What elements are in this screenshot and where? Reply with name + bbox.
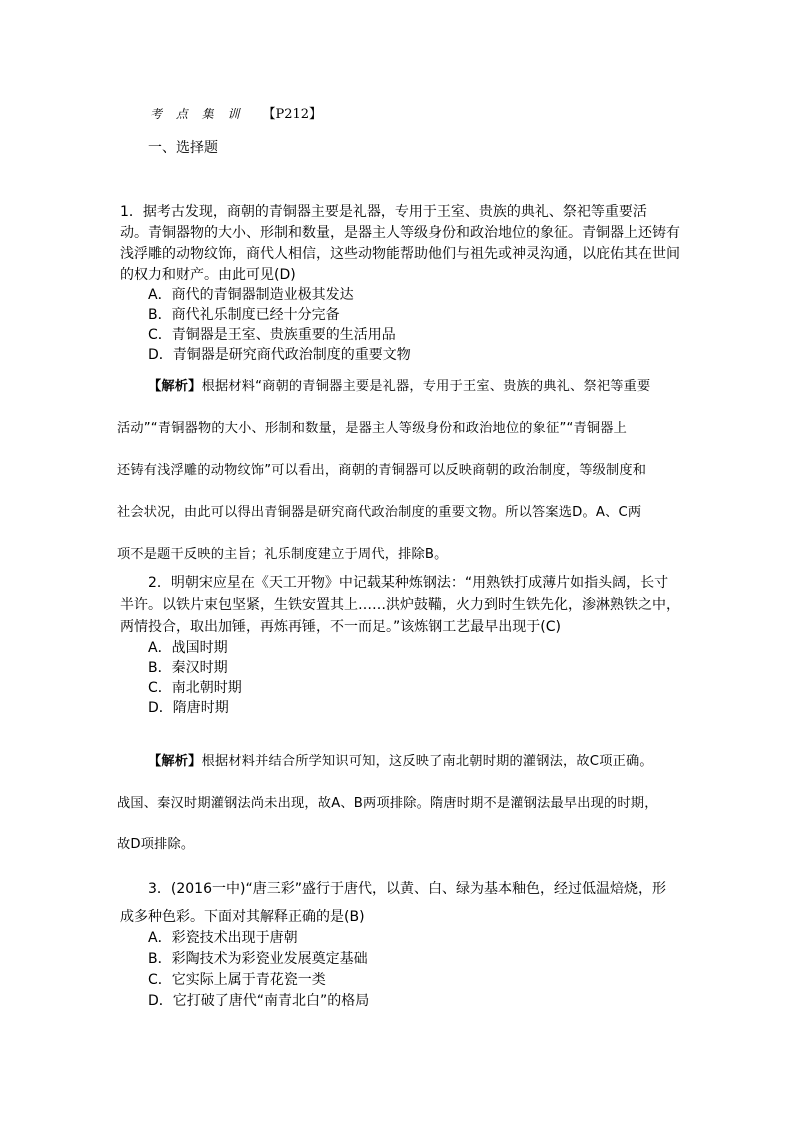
question-1-option-d: D．青铜器是研究商代政治制度的重要文物 xyxy=(148,347,411,363)
question-1-explanation-line-4: 社会状况，由此可以得出青铜器是研究商代政治制度的重要文物。所以答案选D。A、C两 xyxy=(117,505,642,520)
question-2-line-2: 半许。以铁片束包坚紧，生铁安置其上……洪炉鼓鞴，火力到时生铁先化，渗淋熟铁之中， xyxy=(120,597,680,613)
section-title: 一、选择题 xyxy=(148,140,218,156)
question-2-option-d: D．隋唐时期 xyxy=(148,700,229,716)
question-3-option-c: C．它实际上属于青花瓷一类 xyxy=(148,972,326,988)
page-reference: 【P212】 xyxy=(262,107,323,122)
question-2-line-1: 2．明朝宋应星在《天工开物》中记载某种炼钢法：“用熟铁打成薄片如指头阔，长寸 xyxy=(148,575,669,591)
question-1-option-c: C．青铜器是王室、贵族重要的生活用品 xyxy=(148,327,396,343)
question-3-option-d: D．它打破了唐代“南青北白”的格局 xyxy=(148,993,370,1009)
question-2-line-3: 两情投合，取出加锤，再炼再锤，不一而足。”该炼钢工艺最早出现于(C) xyxy=(120,619,561,635)
question-1-line-4: 的权力和财产。由此可见(D) xyxy=(120,267,296,283)
question-1-line-1: 1．据考古发现，商朝的青铜器主要是礼器，专用于王室、贵族的典礼、祭祀等重要活 xyxy=(120,204,647,220)
question-1-explanation-line-2: 活动”“青铜器物的大小、形制和数量，是器主人等级身份和政治地位的象征”“青铜器上 xyxy=(117,421,628,436)
question-3-option-b: B．彩陶技术为彩瓷业发展奠定基础 xyxy=(148,951,368,967)
question-2-option-b: B．秦汉时期 xyxy=(148,660,228,676)
explanation-tag: 【解析】 xyxy=(148,754,202,769)
question-3-line-1: 3．(2016一中)“唐三彩”盛行于唐代，以黄、白、绿为基本釉色，经过低温焙烧，形 xyxy=(148,881,666,897)
header-title: 考 点 集 训 xyxy=(150,107,245,121)
question-2-explanation-line-2: 战国、秦汉时期灌钢法尚未出现，故A、B两项排除。隋唐时期不是灌钢法最早出现的时期， xyxy=(117,796,658,811)
explanation-tag: 【解析】 xyxy=(148,379,202,394)
question-3-line-2: 成多种色彩。下面对其解释正确的是(B) xyxy=(120,909,365,925)
question-2-explanation-line-3: 故D项排除。 xyxy=(117,837,195,852)
question-1-option-a: A．商代的青铜器制造业极其发达 xyxy=(148,287,354,303)
question-1-line-3: 浅浮雕的动物纹饰，商代人相信，这些动物能帮助他们与祖先或神灵沟通，以庇佑其在世间 xyxy=(120,246,680,262)
question-1-explanation-line-3: 还铸有浅浮雕的动物纹饰”可以看出，商朝的青铜器可以反映商朝的政治制度，等级制度和 xyxy=(117,463,647,478)
question-1-line-2: 动。青铜器物的大小、形制和数量，是器主人等级身份和政治地位的象征。青铜器上还铸有 xyxy=(120,225,680,241)
question-1-option-b: B．商代礼乐制度已经十分完备 xyxy=(148,307,340,323)
page-header xyxy=(150,104,322,125)
question-2-option-c: C．南北朝时期 xyxy=(148,680,242,696)
question-2-explanation-line-1: 【解析】根据材料并结合所学知识可知，这反映了南北朝时期的灌钢法，故C项正确。 xyxy=(148,754,653,769)
question-1-explanation-line-5: 项不是题干反映的主旨；礼乐制度建立于周代，排除B。 xyxy=(117,547,448,562)
question-3-option-a: A．彩瓷技术出现于唐朝 xyxy=(148,930,298,946)
question-1-explanation-line-1: 【解析】根据材料“商朝的青铜器主要是礼器，专用于王室、贵族的典礼、祭祀等重要 xyxy=(148,379,651,394)
question-2-option-a: A．战国时期 xyxy=(148,640,228,656)
